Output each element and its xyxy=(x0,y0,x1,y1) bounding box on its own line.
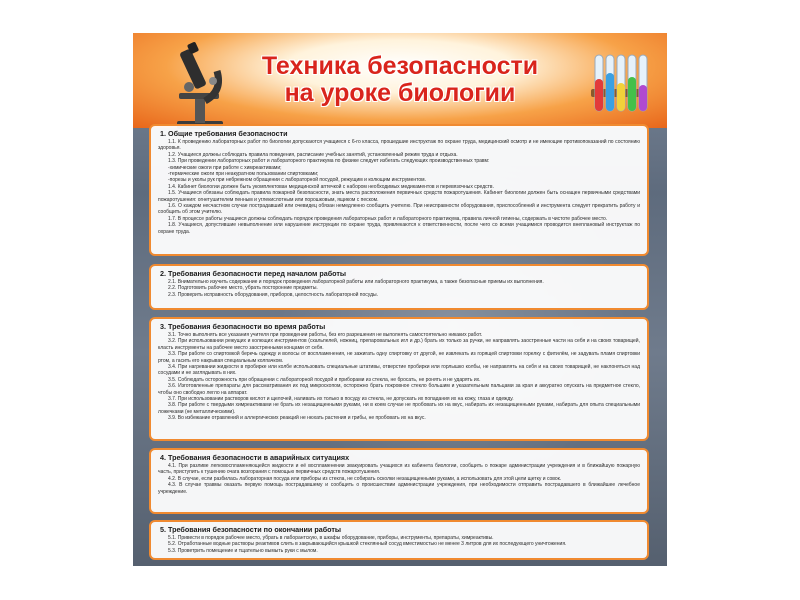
section-paragraph: 4.3. В случае травмы оказать первую помощь пострадавшему и сообщить о происшествии администрации учреждения, при необходимости отправить пострадавшего в ближайшее лечебное учреждение. xyxy=(158,482,640,495)
section-paragraph: -порезы и уколы рук при небрежном обращении с лабораторной посудой, режущим и колющим инструментом. xyxy=(168,177,426,184)
section-emergency xyxy=(149,448,649,514)
title-line-2: на уроке биологии xyxy=(284,79,516,107)
section-paragraph: 3.4. При нагревании жидкости в пробирке или колбе использовать специальные штативы, отверстие пробирки или горлышко колбы, не направлять на себя и на своих товарищей, не наклоняться над сосудами и не заглядывать в них. xyxy=(158,364,640,377)
section-paragraph: 3.3. При работе со спиртовкой беречь одежду и волосы от воспламенения, не зажигать одну спиртовку от другой, не извлекать из горящей спиртовки горелку с фитилём, не задувать пламя спиртовки ртом, а гасить его накрывая специальным колпачком. xyxy=(158,351,640,364)
section-paragraph: 3.9. Во избежание отравлений и аллергических реакций не нюхать растения и грибы, не пробовать их на вкус. xyxy=(168,415,426,422)
section-paragraph: 2.3. Проверить исправность оборудования, приборов, целостность лабораторной посуды. xyxy=(168,291,379,298)
section-title: 3. Требования безопасности во время работы xyxy=(160,322,326,331)
title-line-1: Техника безопасности xyxy=(261,52,539,80)
section-title: 2. Требования безопасности перед началом работы xyxy=(160,269,347,278)
section-during-work xyxy=(149,317,649,441)
section-paragraph: 3.1. Точно выполнять все указания учителя при проведении работы, без его разрешения не выполнять самостоятельно никаких работ. xyxy=(168,332,483,338)
section-paragraph: 1.5. Учащиеся обязаны соблюдать правила пожарной безопасности, знать места расположения первичных средств пожаротушения. Кабинет биологии должен быть оснащен первичными средствами пожаротушения: огнетушителем пенным и углекислотным или порошковым, ящиком с песком. xyxy=(158,190,640,203)
section-paragraph: 2.1. Внимательно изучить содержание и порядок проведения лабораторной работы или лабораторного практикума, а также безопасные приемы их выполнения. xyxy=(168,279,544,285)
section-paragraph: 3.6. Изготовленные препараты для рассматривания их под микроскопом, осторожно брать покровное стекло большим и указательным пальцами за края и аккуратно опускать на предметное стекло, чтобы оно свободно легло на аппарат. xyxy=(158,383,640,396)
section-paragraph: 5.3. Проветрить помещение и тщательно вымыть руки с мылом. xyxy=(168,547,318,554)
section-title: 1. Общие требования безопасности xyxy=(160,129,288,138)
poster-header xyxy=(133,33,667,128)
test-tubes-icon xyxy=(589,49,649,117)
section-paragraph: 1.1. К проведению лабораторных работ по биологии допускаются учащиеся с 6-го класса, прошедшие инструктаж по охране труда, медицинский осмотр и не имеющие противопоказаний по состоянию здоровья. xyxy=(158,139,640,152)
section-paragraph: 3.5. Соблюдать осторожность при обращении с лабораторной посудой и приборами из стекла, не бросать, не ронять и не ударять их. xyxy=(168,376,481,383)
section-after-work xyxy=(149,520,649,560)
section-before-work xyxy=(149,264,649,310)
section-paragraph: 1.3. При проведении лабораторных работ и лабораторного практикума по физике следует избегать следующих производственных травм: xyxy=(168,158,490,165)
microscope-icon xyxy=(165,41,235,133)
section-paragraph: 3.2. При использовании режущих и колющих инструментов (скальпелей, ножниц, препаровальных игл и др.) брать их только за ручки, не направлять заостренные части на себя и на своих товарищей, класть инструменты на рабочее место заостренными концами от себя. xyxy=(158,338,640,351)
section-paragraph: 1.2. Учащиеся должны соблюдать правила поведения, расписание учебных занятий, установленный режим труда и отдыха. xyxy=(168,151,458,158)
safety-poster xyxy=(133,33,667,566)
section-paragraph: -термические ожоги при неакуратном пользовании спиртовками; xyxy=(168,171,319,178)
poster-title xyxy=(228,53,572,107)
section-paragraph: -химические ожоги при работе с химреактивами; xyxy=(168,164,282,171)
section-paragraph: 1.6. О каждом несчастном случае пострадавший или очевидец обязан немедленно сообщить учителю. При неисправности оборудования, приспособлений и инструмента следует прекратить работу и сообщить об этом учителю. xyxy=(158,203,640,216)
section-paragraph: 1.4. Кабинет биологии должен быть укомплектован медицинской аптечкой с набором необходимых медикаментов и перевязочных средств. xyxy=(168,183,494,190)
section-paragraph: 2.2. Подготовить рабочее место, убрать посторонние предметы. xyxy=(168,285,318,292)
section-paragraph: 4.2. В случае, если разбилась лабораторная посуда или приборы из стекла, не собирать осколки незащищенными руками, а использовать для этой цели щетку и совок. xyxy=(168,475,562,482)
section-paragraph: 5.1. Привести в порядок рабочее место, убрать в лаборантскую, в шкафы оборудование, приборы, инструменты, препараты, химреактивы. xyxy=(168,535,494,541)
section-paragraph: 3.8. При работе с твердыми химреактивами не брать их незащищенными руками, ни в коем случае не пробовать их на вкус, набирать их незащищенными руками, набирать для опыта специальными ложечками (не металлическими). xyxy=(158,402,640,415)
section-paragraph: 4.1. При разливе легковоспламеняющейся жидкости и её воспламенении эвакуировать учащихся из кабинета биологии, сообщить о пожаре администрации учреждения и в ближайшую пожарную часть, приступить к тушению очага возгорания с помощью первичных средств пожаротушения. xyxy=(158,463,640,476)
section-paragraph: 3.7. При использовании растворов кислот и щелочей, наливать их только в посуду из стекла, не допускать их попадания их на кожу, глаза и одежду. xyxy=(168,396,514,403)
section-paragraph: 1.8. Учащиеся, допустившие невыполнение или нарушение инструкции по охране труда, привлекаются к ответственности, после чего со всеми учащимися проводится внеплановый инструктаж по охране труда. xyxy=(158,222,640,235)
section-title: 5. Требования безопасности по окончании работы xyxy=(160,525,342,534)
section-paragraph: 5.2. Отработанные водные растворы реактивов слить в закрывающийся крышкой стеклянный сосуд вместимостью не менее 3 литров для их последующего уничтожения. xyxy=(168,541,567,548)
section-general xyxy=(149,124,649,256)
section-paragraph: 1.7. В процессе работы учащиеся должны соблюдать порядок проведения лабораторных работ и лабораторного практикума, правила личной гигиены, содержать в чистоте рабочее место. xyxy=(168,215,608,222)
section-title: 4. Требования безопасности в аварийных ситуациях xyxy=(160,453,350,462)
